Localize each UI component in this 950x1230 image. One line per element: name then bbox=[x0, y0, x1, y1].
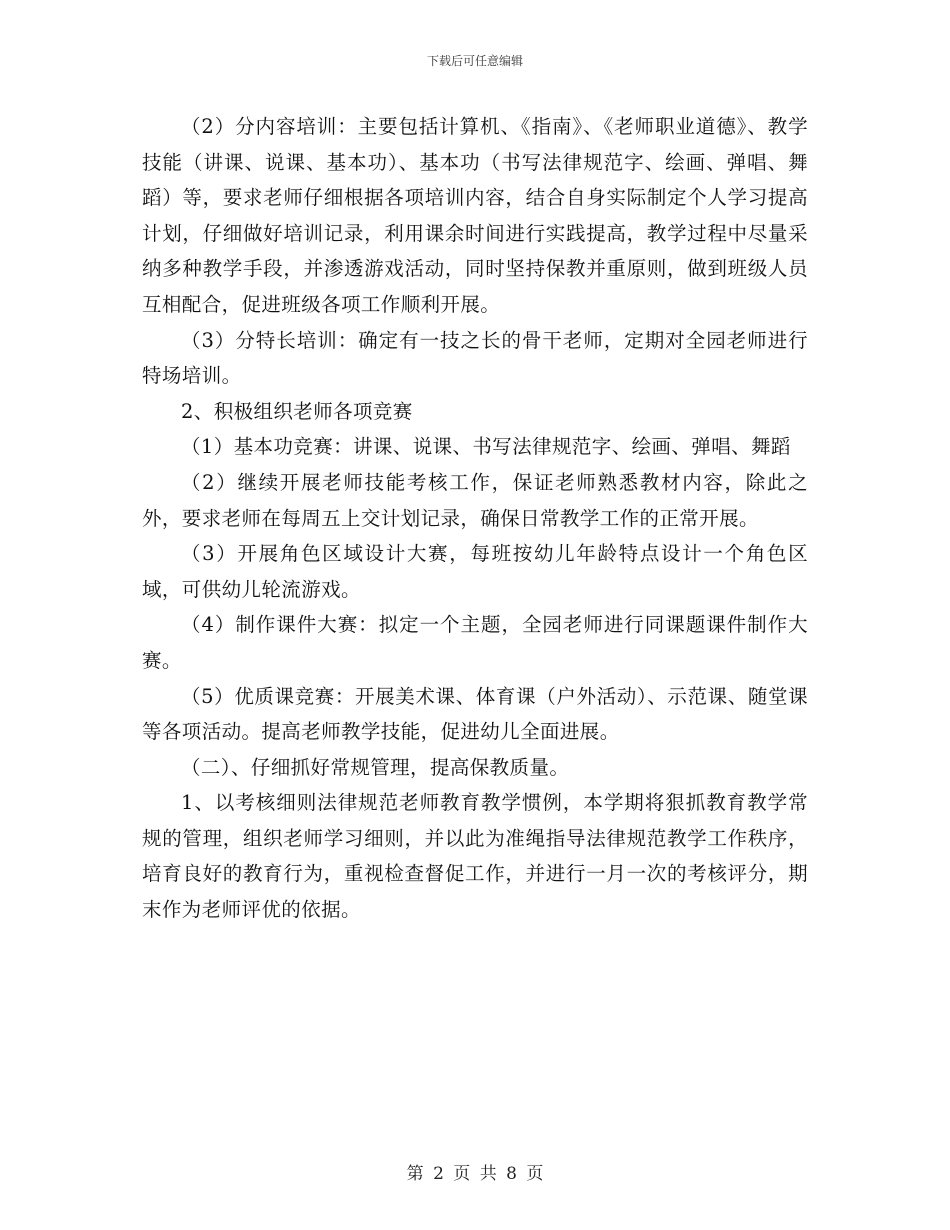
paragraph-skills-assessment: （2）继续开展老师技能考核工作，保证老师熟悉教材内容，除此之外，要求老师在每周五上交计划记录，确保日常教学工作的正常开展。 bbox=[142, 470, 808, 530]
document-body bbox=[142, 109, 808, 928]
page-number: 第 2 页 共 8 页 bbox=[406, 1164, 544, 1184]
paragraph-specialty-training: （3）分特长培训：确定有一技之长的骨干老师，定期对全园老师进行特场培训。 bbox=[142, 328, 808, 388]
paragraph-role-area-contest: （3）开展角色区域设计大赛，每班按幼儿年龄特点设计一个角色区域，可供幼儿轮流游戏。 bbox=[142, 542, 808, 601]
paragraph-assessment-rules: 1、以考核细则法律规范老师教育教学惯例，本学期将狠抓教育教学常规的管理，组织老师学习细则，并以此为准绳指导法律规范教学工作秩序，培育良好的教育行为，重视检查督促工作，并进行一月一次的考核评分，期末作为老师评优的依据。 bbox=[142, 791, 808, 922]
paragraph-courseware-contest: （4）制作课件大赛：拟定一个主题，全园老师进行同课题课件制作大赛。 bbox=[142, 613, 808, 672]
paragraph-basic-skills-competition: （1）基本功竞赛：讲课、说课、书写法律规范字、绘画、弹唱、舞蹈 bbox=[181, 435, 791, 459]
section-heading-routine-management: （二）、仔细抓好常规管理，提高保教质量。 bbox=[181, 755, 570, 779]
paragraph-competitions-heading: 2、积极组织老师各项竞赛 bbox=[181, 399, 413, 423]
paragraph-content-training: （2）分内容培训：主要包括计算机、《指南》、《老师职业道德》、教学技能（讲课、说课、基本功）、基本功（书写法律规范字、绘画、弹唱、舞蹈）等，要求老师仔细根据各项培训内容，结合自身实际制定个人学习提高计划，仔细做好培训记录，利用课余时间进行实践提高，教学过程中尽量采纳多种教学手段，并渗透游戏活动，同时坚持保教并重原则，做到班级人员互相配合，促进班级各项工作顺利开展。 bbox=[142, 115, 808, 316]
paragraph-quality-lesson-contest: （5）优质课竞赛：开展美术课、体育课（户外活动）、示范课、随堂课等各项活动。提高老师教学技能，促进幼儿全面进展。 bbox=[142, 684, 808, 744]
page-header: 下载后可任意编辑 bbox=[426, 54, 523, 68]
